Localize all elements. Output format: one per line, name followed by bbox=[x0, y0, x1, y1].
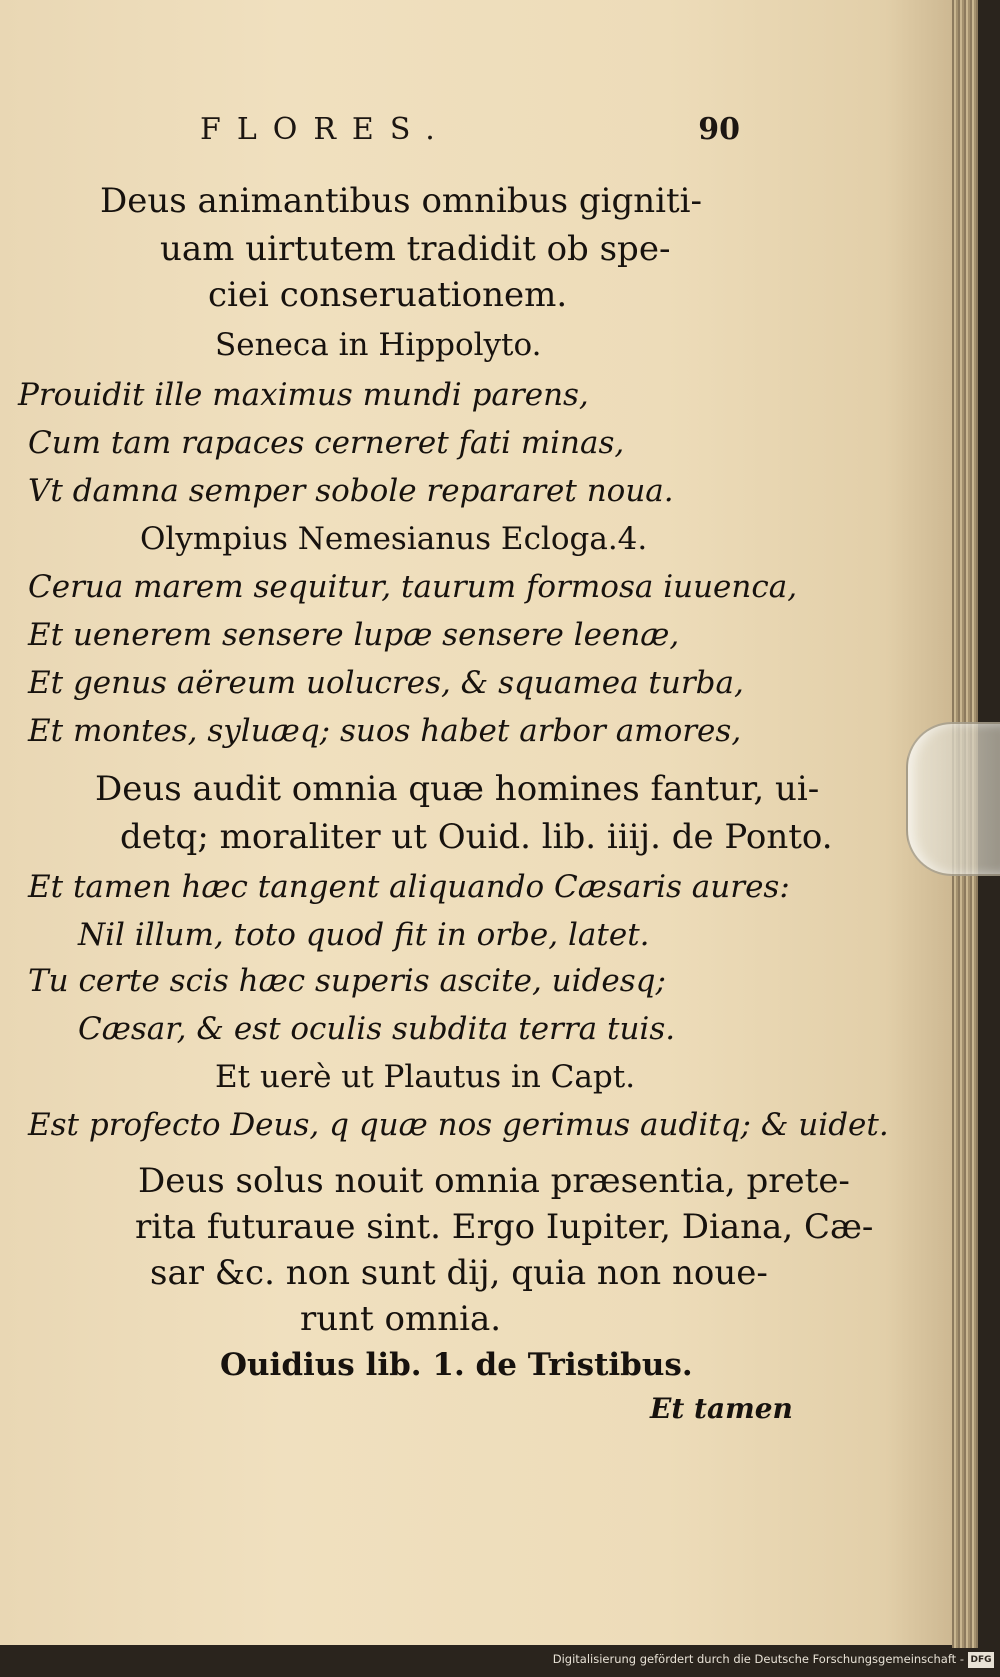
folio-number: 90 bbox=[698, 112, 740, 147]
text-line: runt omnia. bbox=[300, 1299, 502, 1339]
verse-line: Cerua marem sequitur, taurum formosa iuuenca, bbox=[28, 569, 798, 605]
text-line: sar &c. non sunt dij, quia non noue- bbox=[150, 1253, 768, 1293]
footer-bar bbox=[0, 1648, 1000, 1677]
page-clip bbox=[906, 722, 1000, 876]
catchword: Et tamen bbox=[650, 1392, 793, 1425]
text-line: Deus animantibus omnibus gigniti- bbox=[100, 181, 703, 221]
text-line: Deus audit omnia quæ homines fantur, ui- bbox=[95, 769, 820, 809]
text-line: detq; moraliter ut Ouid. lib. iiij. de Ponto. bbox=[120, 817, 833, 857]
verse-line: Tu certe scis hæc superis ascite, uidesq; bbox=[28, 963, 666, 999]
dfg-logo: DFG bbox=[968, 1652, 994, 1668]
verse-line: Est profecto Deus, q quæ nos gerimus auditq; & uidet. bbox=[28, 1107, 889, 1143]
verse-line: Et montes, syluæq; suos habet arbor amores, bbox=[28, 713, 742, 749]
verse-line: Cum tam rapaces cerneret fati minas, bbox=[28, 425, 625, 461]
text-line: ciei conseruationem. bbox=[208, 275, 568, 315]
source-line: Et uerè ut Plautus in Capt. bbox=[215, 1059, 636, 1095]
source-line: Olympius Nemesianus Ecloga.4. bbox=[140, 521, 648, 557]
running-head bbox=[200, 112, 740, 147]
text-line: Deus solus nouit omnia præsentia, prete- bbox=[138, 1161, 850, 1201]
verse-line: Nil illum, toto quod fit in orbe, latet. bbox=[78, 917, 650, 953]
verse-line: Et tamen hæc tangent aliquando Cæsaris aures: bbox=[28, 869, 790, 905]
verse-line: Et genus aëreum uolucres, & squamea turba, bbox=[28, 665, 744, 701]
verse-line: Cæsar, & est oculis subdita terra tuis. bbox=[78, 1011, 676, 1047]
verse-line: Prouidit ille maximus mundi parens, bbox=[18, 377, 589, 413]
verse-line: Et uenerem sensere lupæ sensere leenæ, bbox=[28, 617, 680, 653]
running-title: FLORES. bbox=[200, 112, 451, 147]
text-line: rita futuraue sint. Ergo Iupiter, Diana, Cæ- bbox=[135, 1207, 874, 1247]
text-line: uam uirtutem tradidit ob spe- bbox=[160, 229, 671, 269]
verse-line: Vt damna semper sobole repararet noua. bbox=[28, 473, 674, 509]
source-line: Seneca in Hippolyto. bbox=[215, 327, 542, 363]
source-line: Ouidius lib. 1. de Tristibus. bbox=[220, 1347, 693, 1383]
footer-credit: Digitalisierung gefördert durch die Deutsche Forschungsgemeinschaft - bbox=[552, 1652, 964, 1666]
